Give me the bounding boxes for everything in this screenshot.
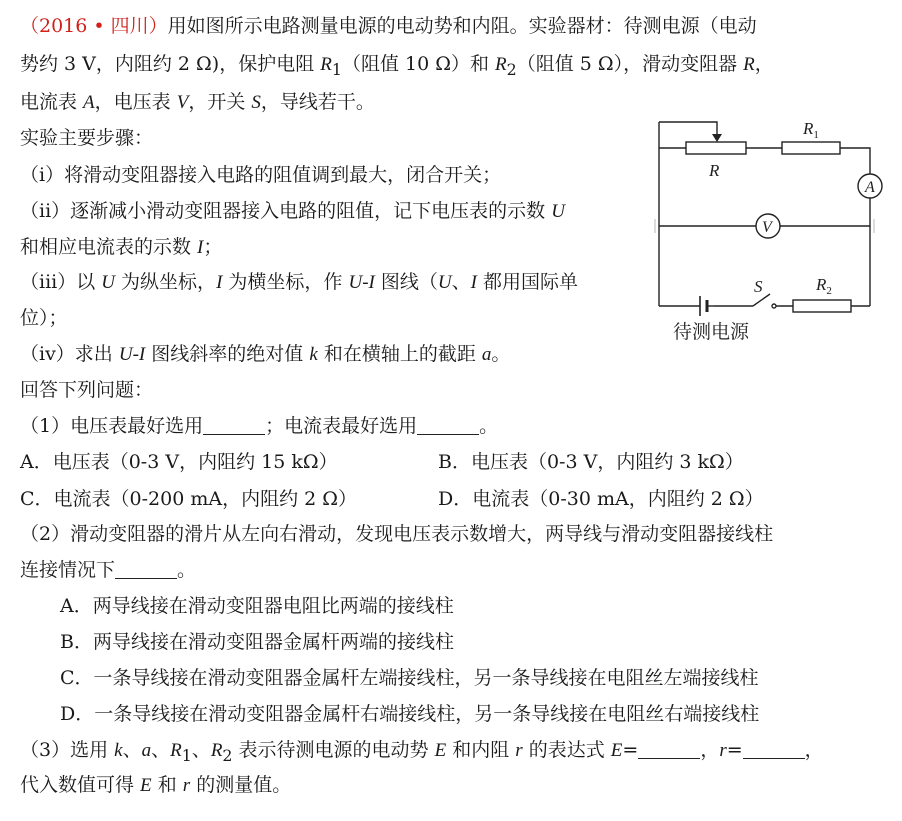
rheostat-r — [686, 142, 746, 154]
answer-blank-ammeter[interactable] — [417, 416, 479, 435]
q1-option-c: C．电流表（0-200 mA，内阻约 2 Ω） — [20, 488, 358, 510]
answer-blank-voltmeter[interactable] — [203, 416, 265, 435]
q1-option-d: D．电流表（0-30 mA，内阻约 2 Ω） — [438, 488, 764, 510]
step-4: （iv）求出 U-I 图线斜率的绝对值 k 和在横轴上的截距 a。 — [20, 343, 511, 365]
question-2: （2）滑动变阻器的滑片从左向右滑动，发现电压表示数增大，两导线与滑动变阻器接线柱 — [20, 523, 774, 545]
label-a: A — [865, 179, 875, 196]
circuit-diagram — [640, 112, 890, 347]
q2-option-c: C．一条导线接在滑动变阻器金属杆左端接线柱，另一条导线接在电阻丝左端接线柱 — [60, 667, 759, 689]
intro-line-2: 势约 3 V，内阻约 2 Ω)，保护电阻 $R_1$（阻值 10 Ω）和 $R_2$（阻值 5 Ω），滑动变阻器 R， — [20, 53, 774, 79]
question-1: （1）电压表最好选用 ；电流表最好选用 。 — [20, 415, 499, 437]
source-tag: （2016 • 四川） — [20, 15, 168, 37]
resistor-r2 — [793, 300, 851, 312]
step-2: （ii）逐渐减小滑动变阻器接入电路的阻值，记下电压表的示数 U — [20, 200, 565, 222]
question-3-cont: 代入数值可得 E 和 r 的测量值。 — [20, 774, 292, 796]
label-r: R — [709, 161, 720, 180]
label-v: V — [762, 219, 772, 236]
q2-option-b: B．两导线接在滑动变阻器金属杆两端的接线柱 — [60, 631, 454, 653]
wire-top-right — [840, 148, 870, 174]
label-source: 待测电源 — [673, 322, 750, 343]
q1-option-a: A．电压表（0-3 V，内阻约 15 kΩ） — [20, 451, 338, 473]
answer-blank-E[interactable] — [638, 740, 700, 759]
slider-arrow-icon — [712, 134, 722, 142]
resistor-r1 — [782, 142, 840, 154]
wire-slider — [659, 122, 717, 136]
step-3-cont: 位）； — [20, 307, 68, 329]
label-s: S — [754, 277, 763, 296]
q2-option-a: A．两导线接在滑动变阻器电阻比两端的接线柱 — [60, 595, 454, 617]
intro-line-3: 电流表 A，电压表 V，开关 S，导线若干。 — [20, 91, 375, 113]
q1-option-b: B．电压表（0-3 V，内阻约 3 kΩ） — [438, 451, 744, 473]
step-3: （iii）以 U 为纵坐标，I 为横坐标，作 U-I 图线（U、I 都用国际单 — [20, 271, 579, 293]
q2-option-d: D．一条导线接在滑动变阻器金属杆右端接线柱，另一条导线接在电阻丝右端接线柱 — [60, 703, 760, 725]
label-r1: $R_1$ — [803, 119, 819, 141]
question-2-cont: 连接情况下 。 — [20, 559, 197, 581]
step-2-cont: 和相应电流表的示数 I； — [20, 236, 223, 258]
intro-line-1: （2016 • 四川）用如图所示电路测量电源的电动势和内阻。实验器材：待测电源（电动 — [20, 15, 757, 37]
answer-blank-q2[interactable] — [115, 560, 177, 579]
answer-title: 回答下列问题： — [20, 379, 154, 401]
question-3: （3）选用 k、a、$R_1$、$R_2$ 表示待测电源的电动势 E 和内阻 r 的表达式 E= ，r= ， — [20, 739, 824, 765]
answer-blank-r[interactable] — [743, 740, 805, 759]
steps-title: 实验主要步骤： — [20, 127, 154, 149]
label-r2: $R_2$ — [816, 275, 832, 297]
switch-contact — [772, 304, 776, 308]
step-1: （i）将滑动变阻器接入电路的阻值调到最大，闭合开关； — [20, 164, 502, 186]
